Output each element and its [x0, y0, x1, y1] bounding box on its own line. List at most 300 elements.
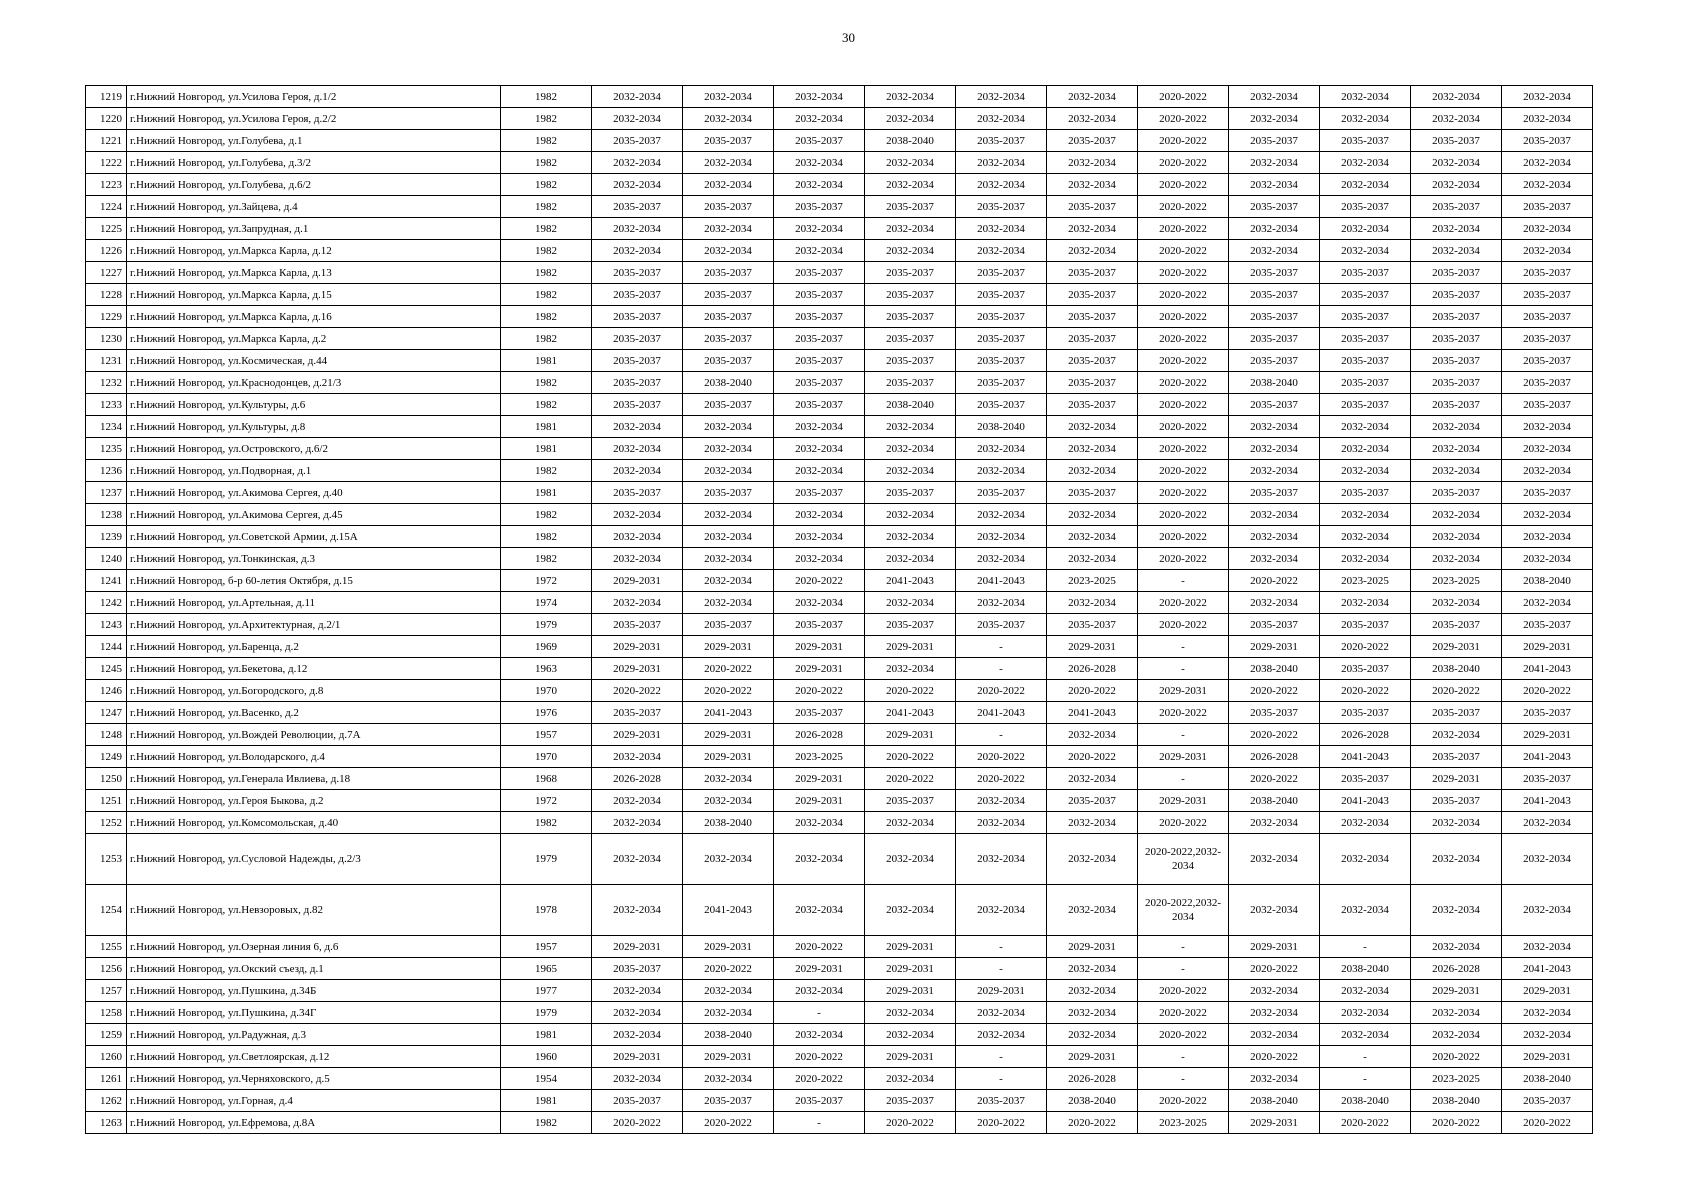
cell-c3: 2032-2034 [774, 416, 865, 438]
cell-c7: 2020-2022 [1138, 86, 1229, 108]
cell-year: 1982 [501, 306, 592, 328]
cell-c7: - [1138, 1068, 1229, 1090]
cell-c4: 2032-2034 [865, 152, 956, 174]
cell-c7: 2020-2022 [1138, 372, 1229, 394]
cell-c9: 2032-2034 [1320, 460, 1411, 482]
cell-c1: 2029-2031 [592, 1046, 683, 1068]
cell-num: 1261 [86, 1068, 127, 1090]
cell-c8: 2035-2037 [1229, 482, 1320, 504]
cell-num: 1220 [86, 108, 127, 130]
cell-c2: 2020-2022 [683, 1112, 774, 1134]
cell-c10: 2035-2037 [1411, 306, 1502, 328]
cell-c7: - [1138, 768, 1229, 790]
cell-c1: 2032-2034 [592, 174, 683, 196]
cell-c4: 2035-2037 [865, 284, 956, 306]
cell-c10: 2035-2037 [1411, 372, 1502, 394]
cell-c5: 2032-2034 [956, 86, 1047, 108]
cell-c6: 2035-2037 [1047, 328, 1138, 350]
cell-c4: 2035-2037 [865, 350, 956, 372]
cell-c5: 2035-2037 [956, 306, 1047, 328]
cell-c7: - [1138, 958, 1229, 980]
cell-c5: 2035-2037 [956, 284, 1047, 306]
cell-c1: 2035-2037 [592, 958, 683, 980]
cell-num: 1239 [86, 526, 127, 548]
cell-year: 1982 [501, 130, 592, 152]
cell-c6: 2032-2034 [1047, 460, 1138, 482]
cell-year: 1982 [501, 372, 592, 394]
table-row [86, 980, 1593, 1002]
table-row [86, 680, 1593, 702]
cell-c9: 2035-2037 [1320, 482, 1411, 504]
cell-address: г.Нижний Новгород, ул.Пушкина, д.34Г [127, 1002, 501, 1024]
table-row [86, 350, 1593, 372]
cell-address: г.Нижний Новгород, ул.Ефремова, д.8А [127, 1112, 501, 1134]
cell-c9: 2032-2034 [1320, 592, 1411, 614]
cell-c7: 2029-2031 [1138, 746, 1229, 768]
cell-c2: 2020-2022 [683, 958, 774, 980]
cell-c4: 2029-2031 [865, 936, 956, 958]
cell-c11: 2035-2037 [1502, 196, 1593, 218]
cell-c6: 2032-2034 [1047, 1024, 1138, 1046]
cell-c5: - [956, 958, 1047, 980]
cell-c4: 2032-2034 [865, 86, 956, 108]
cell-c10: 2032-2034 [1411, 460, 1502, 482]
cell-num: 1224 [86, 196, 127, 218]
table-row [86, 1112, 1593, 1134]
cell-c10: 2032-2034 [1411, 108, 1502, 130]
cell-c4: 2032-2034 [865, 174, 956, 196]
table-row [86, 746, 1593, 768]
cell-c1: 2035-2037 [592, 482, 683, 504]
cell-c8: 2032-2034 [1229, 1002, 1320, 1024]
cell-c5: 2035-2037 [956, 262, 1047, 284]
cell-c5: 2035-2037 [956, 372, 1047, 394]
cell-c11: 2032-2034 [1502, 240, 1593, 262]
cell-c1: 2035-2037 [592, 614, 683, 636]
cell-c7: - [1138, 658, 1229, 680]
cell-year: 1982 [501, 108, 592, 130]
cell-c6: 2032-2034 [1047, 1002, 1138, 1024]
cell-num: 1226 [86, 240, 127, 262]
cell-c10: 2035-2037 [1411, 614, 1502, 636]
cell-c7: 2020-2022 [1138, 614, 1229, 636]
cell-c7: 2020-2022 [1138, 526, 1229, 548]
cell-c11: 2032-2034 [1502, 1024, 1593, 1046]
cell-c8: 2032-2034 [1229, 885, 1320, 936]
cell-c9: 2038-2040 [1320, 1090, 1411, 1112]
cell-c8: 2032-2034 [1229, 1024, 1320, 1046]
cell-c2: 2041-2043 [683, 702, 774, 724]
cell-c9: 2020-2022 [1320, 1112, 1411, 1134]
table-body [86, 86, 1593, 1134]
cell-c5: 2032-2034 [956, 548, 1047, 570]
cell-c11: 2032-2034 [1502, 592, 1593, 614]
cell-c11: 2029-2031 [1502, 636, 1593, 658]
cell-c9: 2035-2037 [1320, 262, 1411, 284]
cell-c4: 2032-2034 [865, 548, 956, 570]
cell-c7: - [1138, 936, 1229, 958]
cell-c4: 2029-2031 [865, 958, 956, 980]
cell-c4: 2035-2037 [865, 306, 956, 328]
table-row [86, 438, 1593, 460]
cell-num: 1259 [86, 1024, 127, 1046]
cell-c7: 2020-2022 [1138, 1024, 1229, 1046]
schedule-table [85, 85, 1593, 1134]
cell-c3: 2032-2034 [774, 108, 865, 130]
cell-num: 1263 [86, 1112, 127, 1134]
cell-c11: 2035-2037 [1502, 372, 1593, 394]
cell-c7: 2020-2022,2032-2034 [1138, 885, 1229, 936]
cell-c2: 2032-2034 [683, 240, 774, 262]
cell-c3: 2020-2022 [774, 1068, 865, 1090]
cell-c4: 2035-2037 [865, 262, 956, 284]
cell-c7: 2023-2025 [1138, 1112, 1229, 1134]
cell-c11: 2032-2034 [1502, 174, 1593, 196]
cell-c4: 2032-2034 [865, 885, 956, 936]
cell-num: 1228 [86, 284, 127, 306]
cell-c2: 2032-2034 [683, 592, 774, 614]
cell-c8: 2032-2034 [1229, 218, 1320, 240]
cell-c7: 2020-2022 [1138, 152, 1229, 174]
cell-address: г.Нижний Новгород, ул.Акимова Сергея, д.40 [127, 482, 501, 504]
cell-year: 1981 [501, 350, 592, 372]
cell-c5: 2035-2037 [956, 328, 1047, 350]
cell-address: г.Нижний Новгород, ул.Маркса Карла, д.16 [127, 306, 501, 328]
cell-address: г.Нижний Новгород, ул.Голубева, д.3/2 [127, 152, 501, 174]
cell-c8: 2035-2037 [1229, 614, 1320, 636]
cell-c2: 2032-2034 [683, 416, 774, 438]
cell-c6: 2035-2037 [1047, 394, 1138, 416]
cell-c5: 2032-2034 [956, 790, 1047, 812]
cell-num: 1250 [86, 768, 127, 790]
cell-address: г.Нижний Новгород, ул.Радужная, д.3 [127, 1024, 501, 1046]
cell-num: 1260 [86, 1046, 127, 1068]
cell-c1: 2032-2034 [592, 790, 683, 812]
cell-address: г.Нижний Новгород, ул.Черняховского, д.5 [127, 1068, 501, 1090]
cell-c8: 2032-2034 [1229, 86, 1320, 108]
cell-c2: 2035-2037 [683, 614, 774, 636]
cell-num: 1235 [86, 438, 127, 460]
cell-c10: 2032-2034 [1411, 152, 1502, 174]
cell-c5: 2035-2037 [956, 482, 1047, 504]
cell-c6: 2041-2043 [1047, 702, 1138, 724]
cell-c6: 2032-2034 [1047, 174, 1138, 196]
cell-num: 1223 [86, 174, 127, 196]
cell-c2: 2035-2037 [683, 1090, 774, 1112]
cell-c7: 2020-2022 [1138, 394, 1229, 416]
cell-c4: 2032-2034 [865, 504, 956, 526]
cell-c9: 2032-2034 [1320, 885, 1411, 936]
cell-c10: 2035-2037 [1411, 262, 1502, 284]
cell-c3: 2029-2031 [774, 636, 865, 658]
cell-c7: 2020-2022 [1138, 218, 1229, 240]
cell-c9: 2032-2034 [1320, 438, 1411, 460]
cell-num: 1254 [86, 885, 127, 936]
cell-c3: 2029-2031 [774, 790, 865, 812]
cell-c10: 2029-2031 [1411, 636, 1502, 658]
table-row [86, 1046, 1593, 1068]
cell-c7: 2020-2022 [1138, 284, 1229, 306]
cell-num: 1232 [86, 372, 127, 394]
cell-c5: 2032-2034 [956, 812, 1047, 834]
cell-c10: 2035-2037 [1411, 328, 1502, 350]
cell-c6: 2032-2034 [1047, 592, 1138, 614]
cell-c10: 2020-2022 [1411, 1046, 1502, 1068]
cell-c3: 2035-2037 [774, 394, 865, 416]
cell-c3: - [774, 1002, 865, 1024]
cell-num: 1258 [86, 1002, 127, 1024]
cell-c8: 2032-2034 [1229, 1068, 1320, 1090]
cell-c8: 2020-2022 [1229, 680, 1320, 702]
cell-address: г.Нижний Новгород, ул.Богородского, д.8 [127, 680, 501, 702]
cell-c1: 2020-2022 [592, 1112, 683, 1134]
cell-c8: 2038-2040 [1229, 372, 1320, 394]
cell-c11: 2032-2034 [1502, 218, 1593, 240]
cell-c1: 2032-2034 [592, 1068, 683, 1090]
cell-address: г.Нижний Новгород, ул.Васенко, д.2 [127, 702, 501, 724]
cell-address: г.Нижний Новгород, ул.Зайцева, д.4 [127, 196, 501, 218]
cell-c11: 2032-2034 [1502, 1002, 1593, 1024]
cell-c2: 2029-2031 [683, 936, 774, 958]
cell-year: 1981 [501, 1090, 592, 1112]
cell-c6: 2035-2037 [1047, 482, 1138, 504]
cell-c8: 2029-2031 [1229, 636, 1320, 658]
cell-num: 1248 [86, 724, 127, 746]
cell-c10: 2032-2034 [1411, 86, 1502, 108]
cell-c10: 2032-2034 [1411, 592, 1502, 614]
cell-c6: 2032-2034 [1047, 724, 1138, 746]
cell-year: 1982 [501, 196, 592, 218]
cell-address: г.Нижний Новгород, ул.Культуры, д.8 [127, 416, 501, 438]
cell-num: 1230 [86, 328, 127, 350]
cell-num: 1242 [86, 592, 127, 614]
cell-year: 1957 [501, 724, 592, 746]
table-row [86, 636, 1593, 658]
cell-c8: 2035-2037 [1229, 130, 1320, 152]
cell-c4: 2020-2022 [865, 746, 956, 768]
cell-c9: 2032-2034 [1320, 416, 1411, 438]
cell-num: 1233 [86, 394, 127, 416]
table-row [86, 196, 1593, 218]
cell-c2: 2032-2034 [683, 1068, 774, 1090]
cell-c1: 2035-2037 [592, 130, 683, 152]
cell-c5: 2035-2037 [956, 614, 1047, 636]
cell-c8: 2035-2037 [1229, 350, 1320, 372]
cell-c4: 2029-2031 [865, 980, 956, 1002]
cell-year: 1982 [501, 284, 592, 306]
cell-c6: 2032-2034 [1047, 86, 1138, 108]
cell-c1: 2032-2034 [592, 526, 683, 548]
cell-c8: 2032-2034 [1229, 980, 1320, 1002]
cell-num: 1257 [86, 980, 127, 1002]
table-row [86, 614, 1593, 636]
table-row [86, 1002, 1593, 1024]
cell-c3: 2020-2022 [774, 570, 865, 592]
cell-c7: - [1138, 636, 1229, 658]
cell-c6: 2032-2034 [1047, 152, 1138, 174]
cell-c3: 2035-2037 [774, 614, 865, 636]
cell-c10: 2023-2025 [1411, 570, 1502, 592]
cell-c9: 2023-2025 [1320, 570, 1411, 592]
cell-c11: 2035-2037 [1502, 614, 1593, 636]
cell-c3: 2020-2022 [774, 1046, 865, 1068]
cell-c3: 2032-2034 [774, 438, 865, 460]
table-row [86, 592, 1593, 614]
cell-c1: 2029-2031 [592, 936, 683, 958]
cell-num: 1255 [86, 936, 127, 958]
cell-c9: 2032-2034 [1320, 834, 1411, 885]
cell-c7: 2020-2022 [1138, 460, 1229, 482]
cell-c6: 2029-2031 [1047, 1046, 1138, 1068]
cell-c4: 2032-2034 [865, 460, 956, 482]
table-row [86, 504, 1593, 526]
cell-c2: 2041-2043 [683, 885, 774, 936]
cell-address: г.Нижний Новгород, ул.Вождей Революции, д.7А [127, 724, 501, 746]
cell-year: 1965 [501, 958, 592, 980]
cell-c2: 2038-2040 [683, 372, 774, 394]
table-row [86, 834, 1593, 885]
cell-c10: 2035-2037 [1411, 482, 1502, 504]
cell-num: 1227 [86, 262, 127, 284]
cell-c11: 2035-2037 [1502, 482, 1593, 504]
cell-c7: 2020-2022 [1138, 240, 1229, 262]
cell-c11: 2029-2031 [1502, 1046, 1593, 1068]
cell-c10: 2020-2022 [1411, 680, 1502, 702]
cell-c9: 2032-2034 [1320, 108, 1411, 130]
table-row [86, 724, 1593, 746]
cell-c1: 2035-2037 [592, 262, 683, 284]
cell-address: г.Нижний Новгород, б-р 60-летия Октября, д.15 [127, 570, 501, 592]
cell-c10: 2035-2037 [1411, 790, 1502, 812]
cell-c11: 2035-2037 [1502, 306, 1593, 328]
cell-c8: 2032-2034 [1229, 592, 1320, 614]
cell-address: г.Нижний Новгород, ул.Усилова Героя, д.2/2 [127, 108, 501, 130]
cell-c10: 2038-2040 [1411, 658, 1502, 680]
cell-c5: - [956, 658, 1047, 680]
cell-num: 1246 [86, 680, 127, 702]
cell-c4: 2032-2034 [865, 812, 956, 834]
cell-c2: 2035-2037 [683, 284, 774, 306]
cell-c10: 2035-2037 [1411, 350, 1502, 372]
cell-c2: 2029-2031 [683, 636, 774, 658]
cell-c3: 2032-2034 [774, 834, 865, 885]
cell-c3: 2035-2037 [774, 702, 865, 724]
cell-c10: 2032-2034 [1411, 438, 1502, 460]
cell-c2: 2035-2037 [683, 130, 774, 152]
cell-year: 1982 [501, 328, 592, 350]
table-row [86, 936, 1593, 958]
cell-c4: 2032-2034 [865, 834, 956, 885]
cell-c11: 2032-2034 [1502, 526, 1593, 548]
cell-address: г.Нижний Новгород, ул.Комсомольская, д.40 [127, 812, 501, 834]
cell-c8: 2032-2034 [1229, 438, 1320, 460]
cell-c9: - [1320, 936, 1411, 958]
cell-c4: 2035-2037 [865, 372, 956, 394]
cell-num: 1247 [86, 702, 127, 724]
cell-c6: 2032-2034 [1047, 885, 1138, 936]
cell-c10: 2035-2037 [1411, 196, 1502, 218]
cell-c1: 2035-2037 [592, 284, 683, 306]
table-row [86, 885, 1593, 936]
cell-c1: 2035-2037 [592, 394, 683, 416]
cell-c11: 2041-2043 [1502, 790, 1593, 812]
cell-c11: 2038-2040 [1502, 570, 1593, 592]
cell-c4: 2035-2037 [865, 790, 956, 812]
cell-c3: 2032-2034 [774, 980, 865, 1002]
cell-c4: 2032-2034 [865, 438, 956, 460]
cell-address: г.Нижний Новгород, ул.Маркса Карла, д.15 [127, 284, 501, 306]
cell-c10: 2032-2034 [1411, 724, 1502, 746]
cell-c7: 2020-2022 [1138, 174, 1229, 196]
cell-c9: 2032-2034 [1320, 240, 1411, 262]
cell-c10: 2038-2040 [1411, 1090, 1502, 1112]
cell-c6: 2035-2037 [1047, 284, 1138, 306]
cell-c9: 2032-2034 [1320, 548, 1411, 570]
table-row [86, 218, 1593, 240]
cell-address: г.Нижний Новгород, ул.Островского, д.6/2 [127, 438, 501, 460]
table-row [86, 262, 1593, 284]
cell-c9: 2032-2034 [1320, 218, 1411, 240]
cell-c4: 2041-2043 [865, 702, 956, 724]
cell-c3: 2035-2037 [774, 1090, 865, 1112]
cell-c8: 2035-2037 [1229, 394, 1320, 416]
table-row [86, 240, 1593, 262]
cell-c6: 2032-2034 [1047, 108, 1138, 130]
cell-c6: 2026-2028 [1047, 1068, 1138, 1090]
cell-address: г.Нижний Новгород, ул.Культуры, д.6 [127, 394, 501, 416]
table-row [86, 416, 1593, 438]
cell-c9: 2026-2028 [1320, 724, 1411, 746]
cell-c2: 2032-2034 [683, 152, 774, 174]
cell-year: 1982 [501, 1112, 592, 1134]
cell-c10: 2032-2034 [1411, 504, 1502, 526]
cell-year: 1982 [501, 548, 592, 570]
cell-c5: 2038-2040 [956, 416, 1047, 438]
cell-c8: 2038-2040 [1229, 1090, 1320, 1112]
cell-c11: 2029-2031 [1502, 724, 1593, 746]
cell-c8: 2032-2034 [1229, 108, 1320, 130]
cell-c11: 2035-2037 [1502, 130, 1593, 152]
cell-c1: 2035-2037 [592, 328, 683, 350]
cell-num: 1238 [86, 504, 127, 526]
cell-address: г.Нижний Новгород, ул.Светлоярская, д.12 [127, 1046, 501, 1068]
cell-year: 1982 [501, 218, 592, 240]
cell-c11: 2020-2022 [1502, 680, 1593, 702]
cell-year: 1982 [501, 504, 592, 526]
cell-c1: 2026-2028 [592, 768, 683, 790]
table-row [86, 108, 1593, 130]
cell-c3: 2035-2037 [774, 284, 865, 306]
cell-num: 1245 [86, 658, 127, 680]
cell-c4: 2032-2034 [865, 1068, 956, 1090]
cell-c11: 2035-2037 [1502, 394, 1593, 416]
cell-address: г.Нижний Новгород, ул.Архитектурная, д.2/1 [127, 614, 501, 636]
cell-address: г.Нижний Новгород, ул.Окский съезд, д.1 [127, 958, 501, 980]
cell-c10: 2026-2028 [1411, 958, 1502, 980]
cell-c4: 2035-2037 [865, 196, 956, 218]
cell-c9: - [1320, 1068, 1411, 1090]
cell-c7: - [1138, 724, 1229, 746]
cell-c10: 2032-2034 [1411, 416, 1502, 438]
cell-c10: 2023-2025 [1411, 1068, 1502, 1090]
cell-c10: 2032-2034 [1411, 885, 1502, 936]
cell-c4: 2035-2037 [865, 614, 956, 636]
cell-c3: 2032-2034 [774, 592, 865, 614]
cell-c5: 2020-2022 [956, 746, 1047, 768]
cell-year: 1963 [501, 658, 592, 680]
cell-c8: 2038-2040 [1229, 790, 1320, 812]
cell-address: г.Нижний Новгород, ул.Запрудная, д.1 [127, 218, 501, 240]
